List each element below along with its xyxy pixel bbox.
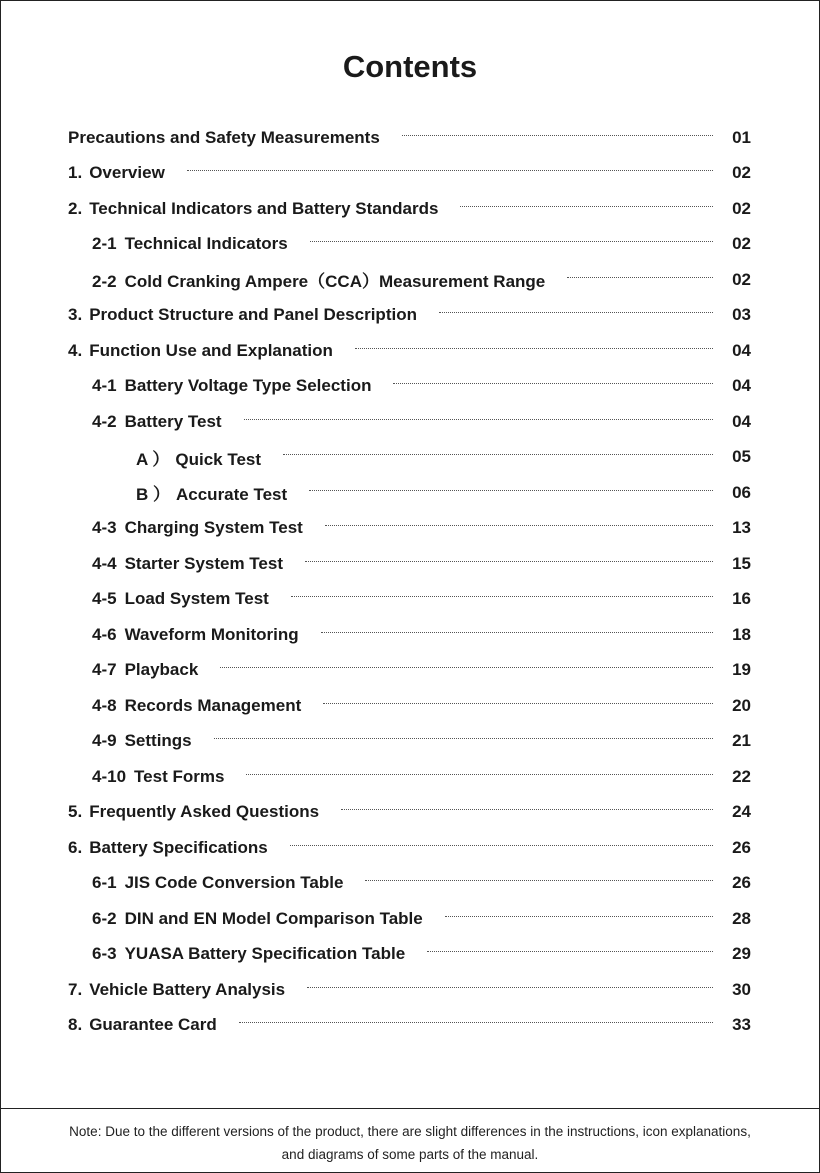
toc-entry-title <box>92 660 198 680</box>
toc-entry-page-number: 02 <box>732 234 751 254</box>
toc-entry-page-number: 19 <box>732 660 751 680</box>
toc-entry-title <box>92 412 222 432</box>
dot-leader <box>445 915 713 917</box>
toc-entry-label: Charging System Test <box>124 518 303 538</box>
toc-entry-page-number: 03 <box>732 305 751 325</box>
toc-entry-title <box>92 944 405 964</box>
toc-entry-title <box>92 234 288 254</box>
dot-leader <box>325 524 713 526</box>
toc-entry[interactable] <box>1 830 819 866</box>
toc-entry-page-number: 06 <box>732 482 751 502</box>
toc-entry-number: 4-4 <box>92 553 117 573</box>
dot-leader <box>393 382 713 384</box>
toc-entry-number: 5. <box>68 802 83 822</box>
toc-entry-number: 4-10 <box>92 766 127 786</box>
toc-entry-page-number: 02 <box>732 269 751 289</box>
footer-note-line: and diagrams of some parts of the manual. <box>281 1147 539 1162</box>
toc-entry-number: B ） <box>136 485 170 505</box>
toc-entry-page-number: 29 <box>732 944 751 964</box>
toc-entry-page-number: 02 <box>732 198 751 218</box>
toc-entry-title <box>92 518 303 538</box>
toc-entry-number: 6-3 <box>92 944 117 964</box>
dot-leader <box>291 595 713 597</box>
toc-entry-label: Function Use and Explanation <box>89 340 333 360</box>
dot-leader <box>187 169 713 171</box>
toc-entry[interactable] <box>1 759 819 795</box>
toc-entry[interactable] <box>1 1008 819 1044</box>
toc-entry-label: Quick Test <box>175 449 262 469</box>
toc-entry-page-number: 15 <box>732 553 751 573</box>
toc-entry-title <box>68 199 438 219</box>
toc-entry[interactable] <box>1 262 819 298</box>
dot-leader <box>310 240 713 242</box>
toc-entry-title <box>136 445 261 470</box>
toc-entry-page-number: 02 <box>732 163 751 183</box>
toc-entry[interactable] <box>1 511 819 547</box>
toc-entry[interactable] <box>1 227 819 263</box>
toc-entry-label: JIS Code Conversion Table <box>124 873 344 893</box>
toc-entry-label: Load System Test <box>124 589 269 609</box>
toc-entry-page-number: 26 <box>732 873 751 893</box>
toc-entry-label: Product Structure and Panel Description <box>89 305 417 325</box>
toc-entry-number: 2. <box>68 198 83 218</box>
toc-entry-number: 7. <box>68 979 83 999</box>
toc-entry-label: Vehicle Battery Analysis <box>89 979 286 999</box>
toc-entry-page-number: 04 <box>732 376 751 396</box>
toc-entry-label: Records Management <box>124 695 302 715</box>
toc-entry-label: Test Forms <box>134 766 225 786</box>
dot-leader <box>321 631 713 633</box>
toc-entry-title <box>68 980 285 1000</box>
toc-entry[interactable] <box>1 901 819 937</box>
toc-entry-page-number: 28 <box>732 908 751 928</box>
dot-leader <box>307 986 713 988</box>
dot-leader <box>323 702 713 704</box>
dot-leader <box>567 276 713 278</box>
toc-entry-title <box>68 305 417 325</box>
toc-entry-number: 6. <box>68 837 83 857</box>
toc-entry-label: Waveform Monitoring <box>124 624 299 644</box>
toc-entry[interactable] <box>1 582 819 618</box>
toc-entry-label: DIN and EN Model Comparison Table <box>124 908 423 928</box>
toc-entry[interactable] <box>1 440 819 476</box>
toc-entry-page-number: 26 <box>732 837 751 857</box>
toc-entry-title <box>68 128 380 148</box>
toc-entry-number: 4-3 <box>92 518 117 538</box>
dot-leader <box>305 560 713 562</box>
toc-entry-title <box>92 267 545 292</box>
dot-leader <box>460 205 713 207</box>
toc-entry[interactable] <box>1 866 819 902</box>
toc-entry[interactable] <box>1 475 819 511</box>
toc-entry-label: Accurate Test <box>176 485 288 505</box>
toc-entry-page-number: 20 <box>732 695 751 715</box>
toc-entry-page-number: 04 <box>732 411 751 431</box>
toc-entry-page-number: 33 <box>732 1015 751 1035</box>
toc-entry[interactable] <box>1 546 819 582</box>
dot-leader <box>355 347 713 349</box>
toc-entry-title <box>68 838 268 858</box>
toc-entry-number: 4-5 <box>92 589 117 609</box>
toc-entry-number: 4-9 <box>92 731 117 751</box>
toc-entry[interactable] <box>1 404 819 440</box>
dot-leader <box>283 453 713 455</box>
toc-entry-title <box>92 376 371 396</box>
toc-entry-title <box>68 341 333 361</box>
toc-entry-label: Overview <box>89 163 165 183</box>
toc-entry[interactable] <box>1 972 819 1008</box>
toc-entry-title <box>92 909 423 929</box>
dot-leader <box>309 489 713 491</box>
toc-entry[interactable] <box>1 120 819 156</box>
toc-entry-label: Playback <box>124 660 199 680</box>
dot-leader <box>341 808 713 810</box>
toc-entry-number: 2-2 <box>92 272 117 292</box>
toc-entry-title <box>92 554 283 574</box>
toc-entry-number: 6-1 <box>92 873 117 893</box>
dot-leader <box>427 950 713 952</box>
dot-leader <box>244 418 713 420</box>
toc-entry[interactable] <box>1 369 819 405</box>
dot-leader <box>246 773 713 775</box>
dot-leader <box>290 844 713 846</box>
toc-entry-number: 4. <box>68 340 83 360</box>
toc-entry[interactable] <box>1 688 819 724</box>
toc-entry-title <box>136 480 287 505</box>
toc-entry-title <box>68 163 165 183</box>
toc-entry-page-number: 18 <box>732 624 751 644</box>
toc-entry-label: Battery Specifications <box>89 837 268 857</box>
dot-leader <box>365 879 713 881</box>
toc-entry-label: Technical Indicators and Battery Standards <box>89 198 439 218</box>
toc-entry-title <box>68 1015 217 1035</box>
toc-entry-title <box>92 696 301 716</box>
toc-entry-title <box>68 802 319 822</box>
toc-entry-label: Guarantee Card <box>89 1015 217 1035</box>
toc-entry-title <box>92 767 224 787</box>
toc-entry-title <box>92 589 269 609</box>
dot-leader <box>239 1021 713 1023</box>
toc-entry-label: Battery Voltage Type Selection <box>124 376 372 396</box>
toc-entry-page-number: 13 <box>732 518 751 538</box>
dot-leader <box>439 311 713 313</box>
toc-entry-page-number: 04 <box>732 340 751 360</box>
toc-entry-label: Starter System Test <box>124 553 283 573</box>
table-of-contents <box>1 120 819 1043</box>
toc-entry[interactable] <box>1 653 819 689</box>
toc-entry-page-number: 16 <box>732 589 751 609</box>
toc-entry-number: 2-1 <box>92 234 117 254</box>
toc-entry[interactable] <box>1 156 819 192</box>
toc-entry-page-number: 30 <box>732 979 751 999</box>
toc-entry-title <box>92 873 343 893</box>
toc-entry-number: 8. <box>68 1015 83 1035</box>
toc-entry-title <box>92 625 299 645</box>
toc-entry-label: YUASA Battery Specification Table <box>124 944 406 964</box>
toc-entry-label: Battery Test <box>124 411 222 431</box>
toc-entry-label: Frequently Asked Questions <box>89 802 320 822</box>
dot-leader <box>402 134 713 136</box>
toc-entry-number: A ） <box>136 449 170 469</box>
toc-entry-number: 4-2 <box>92 411 117 431</box>
toc-entry[interactable] <box>1 298 819 334</box>
toc-entry-number: 3. <box>68 305 83 325</box>
dot-leader <box>220 666 713 668</box>
page-title: Contents <box>342 49 478 84</box>
toc-entry-number: 4-1 <box>92 376 117 396</box>
footer-divider <box>1 1108 819 1109</box>
toc-entry-number: 1. <box>68 163 83 183</box>
toc-entry-number: 4-6 <box>92 624 117 644</box>
toc-entry-label: Cold Cranking Ampere（CCA）Measurement Range <box>124 272 546 292</box>
toc-entry-page-number: 24 <box>732 802 751 822</box>
toc-entry-label: Technical Indicators <box>124 234 288 254</box>
toc-entry-label: Settings <box>124 731 192 751</box>
toc-entry-page-number: 22 <box>732 766 751 786</box>
toc-entry-label: Precautions and Safety Measurements <box>68 127 380 147</box>
toc-entry[interactable] <box>1 937 819 973</box>
toc-entry-number: 4-8 <box>92 695 117 715</box>
dot-leader <box>214 737 713 739</box>
footer-note-line: Note: Due to the different versions of the product, there are slight differences in the instructions, icon explanations, <box>69 1124 751 1139</box>
toc-entry-number: 4-7 <box>92 660 117 680</box>
toc-entry-title <box>92 731 192 751</box>
footer-note <box>31 1120 789 1166</box>
toc-entry-page-number: 01 <box>732 127 751 147</box>
toc-entry-number: 6-2 <box>92 908 117 928</box>
toc-entry-page-number: 05 <box>732 447 751 467</box>
toc-entry-page-number: 21 <box>732 731 751 751</box>
toc-entry[interactable] <box>1 617 819 653</box>
toc-entry[interactable] <box>1 333 819 369</box>
toc-entry[interactable] <box>1 191 819 227</box>
toc-entry[interactable] <box>1 724 819 760</box>
toc-entry[interactable] <box>1 795 819 831</box>
